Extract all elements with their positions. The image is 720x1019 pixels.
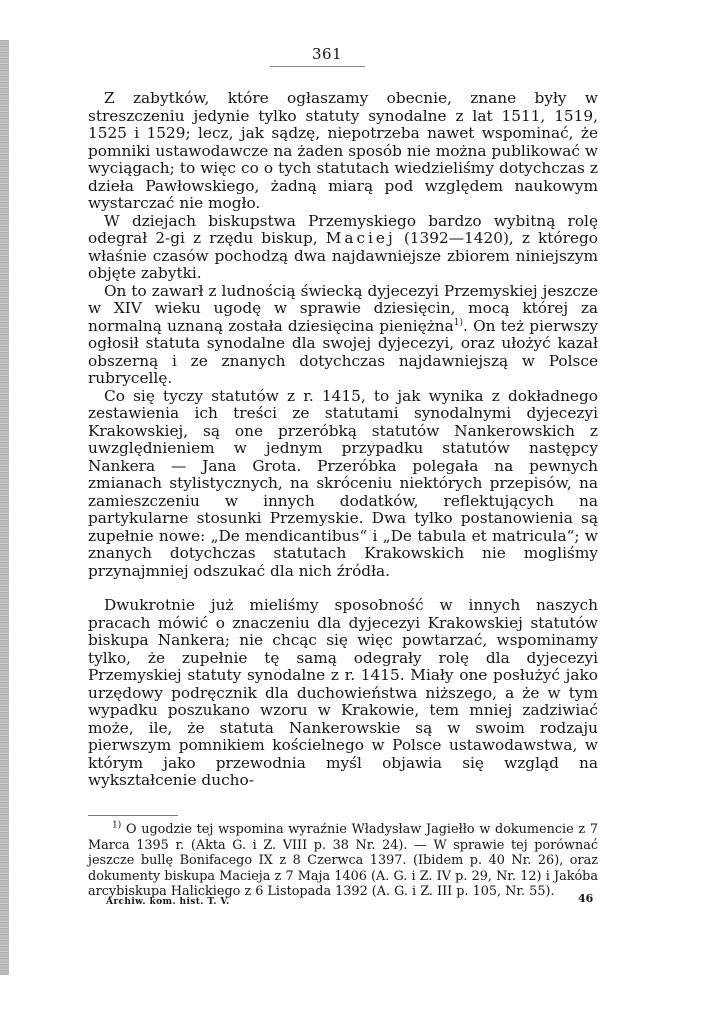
main-text — [88, 90, 598, 790]
page-number-rule — [270, 66, 365, 67]
paragraph-3-rest: . On też pierwszy ogłosił statuta synodalne dla swojej dyjecezyi, oraz ułożyć kazał obszerną i ze znanych dotychczas najdawniejszą w Polsce rubrycellę. — [88, 316, 598, 387]
paragraph-2 — [88, 213, 598, 283]
footnote-text: O ugodzie tej wspomina wyraźnie Władysław Jagiełło w dokumencie z 7 Marca 1395 r. (Akta G. i Z. VIII p. 38 Nr. 24). — W sprawie tej porównać jeszcze bullę Bonifacego IX z 8 Czerwca 1397. (Ibidem p. 40 Nr. 26), oraz dokumenty biskupa Macieja z 7 Maja 1406 (A. G. i Z. IV p. 29, Nr. 12) i Jakóba arcybiskupa Halickiego z 6 Listopada 1392 (A. G. i Z. III p. 105, Nr. 55). — [88, 822, 599, 899]
paragraph-1: Z zabytków, które ogłaszamy obecnie, znane były w streszczeniu jedynie tylko statuty synodalne z lat 1511, 1519, 1525 i 1529; lecz, jak sądzę, niepotrzeba nawet wspominać, że pomniki ustawodawcze na żaden sposób nie można publikować w wyciągach; to więc co o tych statutach wiedzieliśmy dotychczas z dzieła Pawłowskiego, żadną miarą pod względem naukowym wystarczać nie mogło. — [88, 89, 598, 212]
footnote-marker: 1) — [112, 820, 122, 831]
print-signature: Archiw. kom. hist. T. V. — [106, 897, 230, 907]
paragraph-2-rest: (1392—1420), z którego właśnie czasów pochodzą dwa najdawniejsze zbiorem niniejszym objęte zabytki. — [88, 229, 598, 282]
paragraph-3 — [88, 283, 598, 388]
footnote-reference[interactable]: 1) — [453, 317, 464, 328]
paragraph-2-start: W dziejach biskupstwa Przemyskiego bardzo wybitną rolę odegrał 2-gi z rzędu biskup, — [88, 211, 598, 247]
paragraph-5: Dwukrotnie już mieliśmy sposobność w innych naszych pracach mówić o znaczeniu dla dyjecezyi Krakowskiej statutów biskupa Nankera; nie chcąc się więc powtarzać, wspominamy tylko, że zupełnie tę samą odegrały rolę dla dyjecezyi Przemyskiej statuty synodalne z r. 1415. Miały one posłużyć jako urzędowy podręcznik dla duchowieństwa niższego, a że w tym wypadku poszukano wzoru w Krakowie, tem mniej zadziwiać może, ile, że statuta Nankerowskie są w swoim rodzaju pierwszym pomnikiem kościelnego w Polsce ustawodawstwa, w którym jako przewodnia myśl objawia się wzgląd na wykształcenie ducho- — [88, 596, 598, 789]
page-number: 361 — [312, 45, 343, 63]
footnote — [88, 822, 598, 900]
paragraph-4: Co się tyczy statutów z r. 1415, to jak wynika z dokładnego zestawienia ich treści ze statutami synodalnymi dyjecezyi Krakowskiej, są one przeróbką statutów Nankerowskich z uwzględnieniem w jednym przypadku statutów następcy Nankera — Jana Grota. Przeróbka polegała na pewnych zmianach stylistycznych, na skróceniu niektórych przepisów, na zamieszczeniu w innych dodatków, reflektujących na partykularne stosunki Przemyskie. Dwa tylko postanowienia są zupełnie nowe: „De mendicantibus“ i „De tabula et matricula“; w znanych dotychczas statutach Krakowskich nie mogliśmy przynajmniej odszukać dla nich źródła. — [88, 386, 598, 580]
paragraph-3-start: On to zawarł z ludnością świecką dyjecezyi Przemyskiej jeszcze w XIV wieku ugodę w sprawie dziesięcin, mocą której za normalną uznaną została dziesięcina pieniężna — [88, 281, 598, 335]
sheet-number: 46 — [578, 892, 594, 905]
scan-binding-edge — [0, 40, 9, 975]
footnote-rule — [88, 815, 178, 816]
bishop-name: Maciej — [325, 229, 396, 247]
